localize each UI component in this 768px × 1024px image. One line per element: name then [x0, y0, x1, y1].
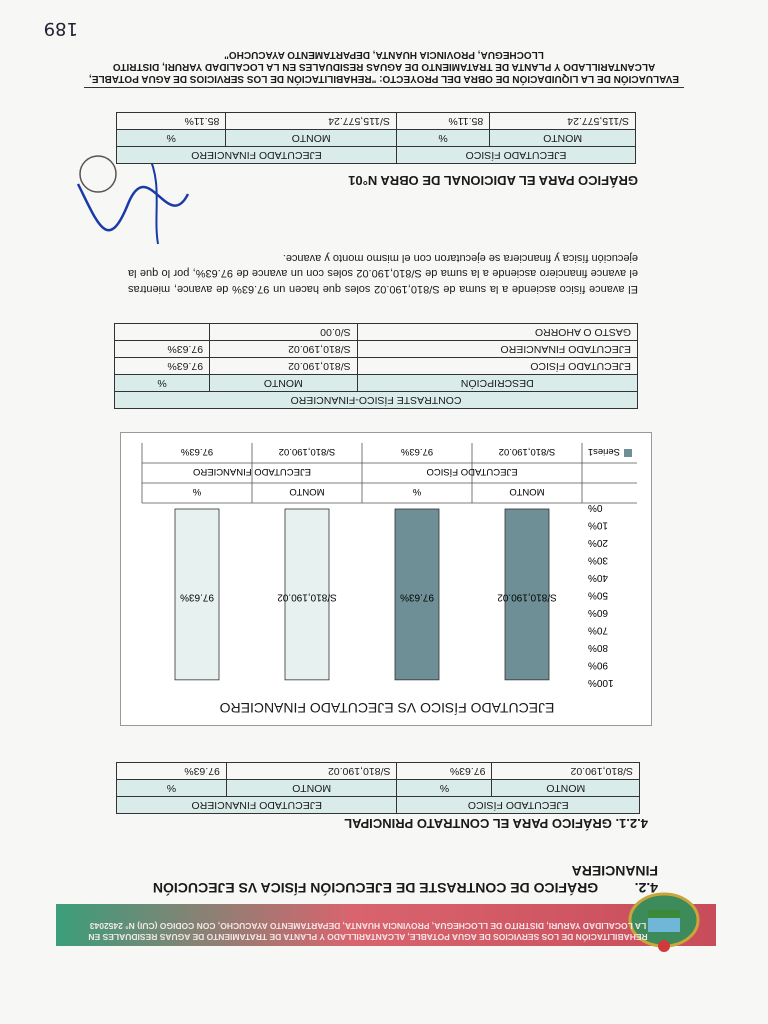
table-row	[115, 324, 638, 341]
y-tick-label: 30%	[588, 554, 609, 566]
table-cell: 97.63%	[115, 341, 210, 358]
section-heading	[98, 862, 658, 896]
y-tick-label: 80%	[588, 642, 609, 653]
y-tick-label: 40%	[588, 572, 609, 583]
y-tick-label: 60%	[588, 607, 609, 618]
chart-table-value: S/810,190.02	[278, 446, 336, 457]
chart-table-value: 97.63%	[180, 446, 214, 457]
y-tick-label: 0%	[588, 502, 603, 513]
table-header: MONTO	[226, 780, 397, 797]
contrast-table-title: CONTRASTE FÍSICO-FINANCIERO	[115, 392, 638, 409]
table-cell: 85.11%	[117, 113, 226, 130]
table-header: DESCRIPCIÓN	[357, 375, 637, 392]
adicional-heading: GRÁFICO PARA EL ADICIONAL DE OBRA N°01	[348, 173, 638, 188]
chart-table-value: S/810,190.02	[498, 446, 556, 457]
table-group-header: EJECUTADO FINANCIERO	[117, 147, 397, 164]
table-row	[117, 763, 640, 780]
x-category-label: MONTO	[289, 486, 325, 497]
chart-title: EJECUTADO FÍSICO VS EJECUTADO FINANCIERO	[219, 700, 555, 716]
page-number: 189	[43, 18, 78, 39]
bar-data-label: S/810,190.02	[497, 591, 557, 603]
table-cell: EJECUTADO FÍSICO	[357, 358, 637, 375]
table-cell: S/810,190.02	[210, 358, 358, 375]
table-group-header: EJECUTADO FÍSICO	[396, 147, 635, 164]
table-cell: GASTO O AHORRO	[357, 324, 637, 341]
table-header: MONTO	[210, 375, 358, 392]
contrast-table	[114, 323, 638, 409]
legend-swatch	[624, 449, 632, 457]
chart-table-value: 97.63%	[400, 446, 434, 457]
table-cell: S/0.00	[210, 324, 358, 341]
bar-data-label: S/810,190.02	[277, 591, 337, 603]
table-cell: 97.63%	[115, 358, 210, 375]
table-group-header: EJECUTADO FINANCIERO	[117, 797, 397, 814]
y-tick-label: 70%	[588, 624, 609, 636]
x-group-label: EJECUTADO FÍSICO	[426, 466, 518, 477]
body-paragraph: El avance físico asciende a la suma de S/810,190.02 soles que hacen un 97.63% de avance, mientras el avance financiero asciende a la suma de S/810,190.02 soles con un avance de 97.63%, por lo que la ejecución física y financiera se ejecutaron con el mismo monto y avance.	[128, 252, 638, 295]
section-title: GRÁFICO DE CONTRASTE DE EJECUCIÓN FÍSICA VS EJECUCIÓN FINANCIERA	[152, 863, 658, 896]
table-cell: 97.63%	[117, 763, 227, 780]
y-tick-label: 20%	[588, 537, 609, 548]
bar-data-label: 97.63%	[400, 591, 434, 603]
table-row	[115, 358, 638, 375]
y-tick-label: 50%	[588, 589, 609, 601]
table-cell: S/810,190.02	[226, 763, 397, 780]
table-row	[115, 341, 638, 358]
section-number: 4.2.	[634, 880, 658, 896]
table-header: MONTO	[226, 130, 397, 147]
x-group-label: EJECUTADO FINANCIERO	[192, 466, 312, 477]
table-header: %	[117, 780, 227, 797]
table-cell: S/810,190.02	[492, 763, 640, 780]
x-category-label: MONTO	[509, 486, 545, 497]
table-cell: 85.11%	[396, 113, 489, 130]
table-header: %	[115, 375, 210, 392]
y-tick-label: 100%	[588, 677, 614, 688]
y-tick-label: 10%	[588, 519, 609, 531]
x-category-label: %	[412, 486, 422, 497]
legend-label: Series1	[587, 446, 620, 457]
adicional-table	[116, 112, 636, 164]
table-row	[117, 113, 636, 130]
y-tick-label: 90%	[588, 659, 609, 671]
principal-table	[116, 762, 640, 814]
footer-rule	[84, 87, 684, 88]
table-cell: S/810,190.02	[210, 341, 358, 358]
table-header: %	[117, 130, 226, 147]
footer-text: EVALUACIÓN DE LA LIQUIDACIÓN DE OBRA DEL PROYECTO: "REHABILITACIÓN DE LOS SERVICIOS DE AGUA POTABLE, ALCANTARILLADO Y PLANTA DE TRATAMIENTO DE AGUAS RESIDUALES EN LA LOCALIDAD YARURI, DISTRITO LLOCHEGUA, PROVINCIA HUANTA, DEPARTAMENTO AYACUCHO"	[89, 49, 679, 84]
table-header: MONTO	[490, 130, 636, 147]
x-category-label: %	[192, 486, 202, 497]
table-cell	[115, 324, 210, 341]
header-banner-text: REHABILITACIÓN DE LOS SERVICIOS DE AGUA POTABLE, ALCANTARILLADO Y PLANTA DE TRATAMIENTO DE AGUAS RESIDUALES EN LA LOCALIDAD YARURI, DISTRITO DE LLOCHEGUA, PROVINCIA HUANTA, DEPARTAMENTO AYACUCHO, CON CODIGO (CUI) N° 2452043	[88, 921, 648, 942]
bar-chart	[122, 434, 652, 694]
table-header: %	[396, 130, 489, 147]
table-header: %	[397, 780, 492, 797]
bar-data-label: 97.63%	[180, 591, 214, 603]
subsection-heading: 4.2.1. GRÁFICO PARA EL CONTRATO PRINCIPAL	[344, 816, 648, 831]
table-cell: 97.63%	[397, 763, 492, 780]
table-cell: S/115,577.24	[490, 113, 636, 130]
table-cell: EJECUTADO FINANCIERO	[357, 341, 637, 358]
table-group-header: EJECUTADO FÍSICO	[397, 797, 640, 814]
table-cell: S/115,577.24	[226, 113, 397, 130]
table-header: MONTO	[492, 780, 640, 797]
